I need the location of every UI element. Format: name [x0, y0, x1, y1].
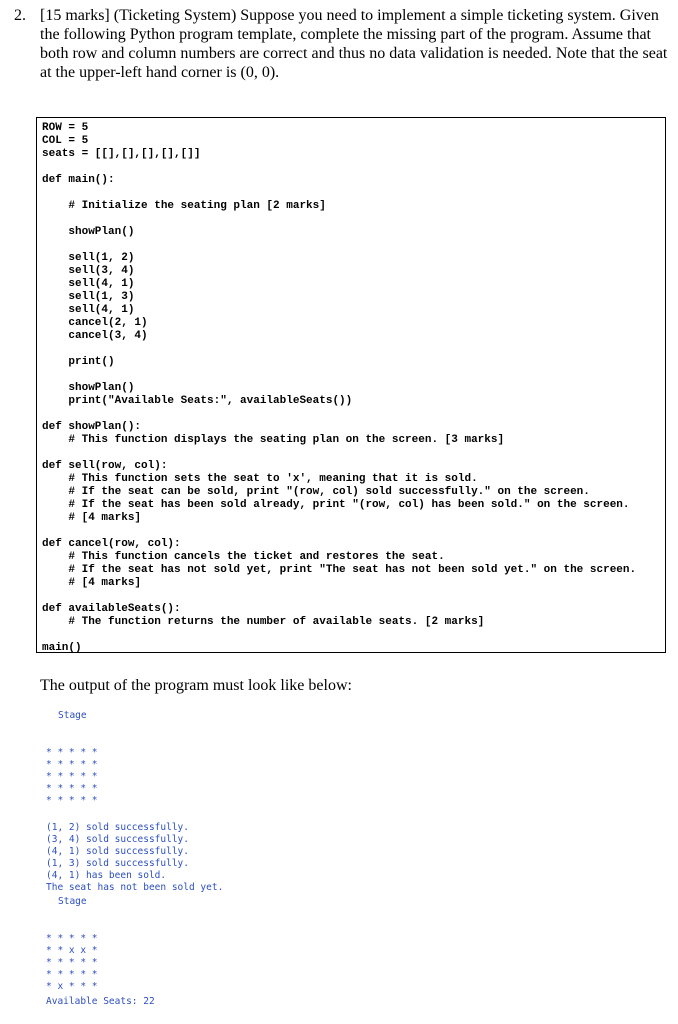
code-line: main(): [42, 642, 82, 654]
code-line: cancel(2, 1): [42, 317, 148, 329]
code-line: # The function returns the number of available seats. [2 marks]: [42, 616, 485, 628]
question-text: [40, 6, 668, 82]
code-line: sell(1, 2): [42, 252, 135, 264]
code-line: [42, 408, 636, 421]
seating-plan-final: [46, 921, 97, 993]
plan-row: * * * * *: [46, 969, 98, 980]
seating-plan-initial: [46, 735, 97, 807]
output-heading: The output of the program must look like below:: [40, 677, 352, 694]
code-line: def main():: [42, 174, 115, 186]
plan-row: * * * * *: [46, 933, 98, 944]
code-line: seats = [[],[],[],[],[]]: [42, 148, 201, 160]
code-line: COL = 5: [42, 135, 89, 147]
code-line: cancel(3, 4): [42, 330, 148, 342]
question-number: 2.: [14, 7, 26, 24]
message-line: (1, 3) sold successfully.: [46, 858, 189, 869]
code-line: [42, 525, 636, 538]
code-line: [42, 447, 636, 460]
message-line: The seat has not been sold yet.: [46, 882, 224, 893]
code-line: def sell(row, col):: [42, 460, 168, 472]
code-template-box: [36, 117, 666, 653]
code-line: # This function sets the seat to 'x', meaning that it is sold.: [42, 473, 478, 485]
plan-row: * * * * *: [46, 795, 98, 806]
code-line: # This function cancels the ticket and restores the seat.: [42, 551, 445, 563]
message-line: (1, 2) sold successfully.: [46, 822, 189, 833]
code-line: # If the seat has not sold yet, print "The seat has not been sold yet." on the screen.: [42, 564, 637, 576]
code-line: # [4 marks]: [42, 512, 142, 524]
code-line: # Initialize the seating plan [2 marks]: [42, 200, 326, 212]
question-line: the following Python program template, complete the missing part of the program. Assume that: [40, 26, 651, 43]
sell-cancel-messages: [46, 810, 223, 894]
code-line: sell(4, 1): [42, 304, 135, 316]
message-line: (3, 4) sold successfully.: [46, 834, 189, 845]
plan-row: * * * * *: [46, 957, 98, 968]
question-line: [15 marks] (Ticketing System) Suppose you need to implement a simple ticketing system. Given: [40, 7, 659, 24]
plan-row: * * * * *: [46, 759, 98, 770]
code-line: showPlan(): [42, 226, 135, 238]
code-line: sell(4, 1): [42, 278, 135, 290]
question-line: at the upper-left hand corner is (0, 0).: [40, 64, 280, 81]
stage-label: Stage: [58, 710, 87, 721]
code-line: sell(1, 3): [42, 291, 135, 303]
question-line: both row and column numbers are correct and thus no data validation is needed. Note that the seat: [40, 45, 668, 62]
code-line: [42, 590, 636, 603]
code-line: [42, 239, 636, 252]
code-line: print(): [42, 356, 115, 368]
stage-label: Stage: [58, 896, 87, 907]
available-seats-line: Available Seats: 22: [46, 996, 155, 1007]
plan-row: * * x x *: [46, 945, 98, 956]
code-line: def cancel(row, col):: [42, 538, 181, 550]
plan-row: * * * * *: [46, 747, 98, 758]
message-line: (4, 1) sold successfully.: [46, 846, 189, 857]
code-line: sell(3, 4): [42, 265, 135, 277]
code-line: # If the seat has been sold already, print "(row, col) has been sold." on the screen.: [42, 499, 630, 511]
message-line: (4, 1) has been sold.: [46, 870, 167, 881]
code-line: [42, 187, 636, 200]
plan-row: * x * * *: [46, 981, 98, 992]
code-listing: [42, 122, 636, 655]
code-line: print("Available Seats:", availableSeats()): [42, 395, 353, 407]
plan-row: * * * * *: [46, 783, 98, 794]
code-line: [42, 213, 636, 226]
code-line: [42, 369, 636, 382]
code-line: def availableSeats():: [42, 603, 181, 615]
code-line: # [4 marks]: [42, 577, 142, 589]
plan-row: * * * * *: [46, 771, 98, 782]
code-line: def showPlan():: [42, 421, 142, 433]
code-line: [42, 629, 636, 642]
code-line: showPlan(): [42, 382, 135, 394]
code-line: [42, 343, 636, 356]
code-line: [42, 161, 636, 174]
code-line: ROW = 5: [42, 122, 89, 134]
code-line: # If the seat can be sold, print "(row, col) sold successfully." on the screen.: [42, 486, 590, 498]
code-line: # This function displays the seating plan on the screen. [3 marks]: [42, 434, 505, 446]
